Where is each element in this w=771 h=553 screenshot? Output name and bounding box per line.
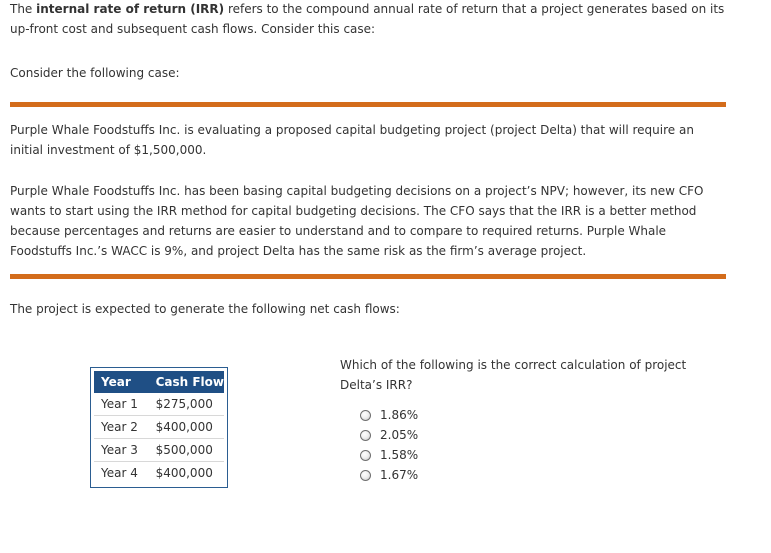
cash-flow-cell: $400,000 <box>155 466 213 480</box>
section-divider <box>10 274 726 279</box>
cash-flow-table <box>90 367 228 488</box>
cash-flow-cell: $500,000 <box>150 439 224 462</box>
year-cell: Year 1 <box>94 393 150 416</box>
answer-option[interactable] <box>360 405 418 425</box>
table-row <box>94 462 224 485</box>
consider-heading: Consider the following case: <box>10 66 180 80</box>
intro-prefix: The <box>10 2 37 16</box>
table-header-row <box>94 371 224 393</box>
answer-option[interactable] <box>360 425 418 445</box>
table-row <box>94 393 224 416</box>
year-column-header: Year <box>94 371 150 393</box>
radio-button[interactable] <box>360 450 371 461</box>
answer-option-label: 1.86% <box>380 408 419 422</box>
answer-option[interactable] <box>360 465 418 485</box>
irr-term: internal rate of return (IRR) <box>36 2 225 16</box>
radio-button[interactable] <box>360 430 371 441</box>
year-cell: Year 4 <box>101 466 138 480</box>
question-text: Which of the following is the correct calculation of project Delta’s IRR? <box>340 358 687 392</box>
table-row <box>94 416 224 439</box>
radio-button[interactable] <box>360 410 371 421</box>
case-paragraph-1: Purple Whale Foodstuffs Inc. is evaluating a proposed capital budgeting project (project Delta) that will require an initial investment of $1,500,000. <box>10 123 694 157</box>
answer-option-label: 1.67% <box>380 468 419 482</box>
answer-option-label: 1.58% <box>380 448 419 462</box>
table-row <box>94 439 224 462</box>
cash-flow-column-header: Cash Flow <box>150 371 224 393</box>
answer-option-label: 2.05% <box>380 428 419 442</box>
intro-paragraph <box>10 0 725 39</box>
case-paragraph-2: Purple Whale Foodstuffs Inc. has been basing capital budgeting decisions on a project’s NPV; however, its new CFO wants to start using the IRR method for capital budgeting decisions. The CFO says that the IRR is a better method because percentages and returns are easier to understand and to compare to required returns. Purple Whale Foodstuffs Inc.’s WACC is 9%, and project Delta has the same risk as the firm’s average project. <box>10 184 704 258</box>
year-cell: Year 3 <box>94 439 150 462</box>
cash-flow-cell: $275,000 <box>150 393 224 416</box>
cash-flow-cell: $400,000 <box>150 416 224 439</box>
cash-flow-intro: The project is expected to generate the following net cash flows: <box>10 302 400 316</box>
radio-button[interactable] <box>360 470 371 481</box>
answer-option[interactable] <box>360 445 418 465</box>
year-cell: Year 2 <box>94 416 150 439</box>
section-divider <box>10 102 726 107</box>
intro-suffix: refers to the compound annual rate of return that a project generates based on its up-front cost and subsequent cash flows. Consider this case: <box>10 2 725 36</box>
